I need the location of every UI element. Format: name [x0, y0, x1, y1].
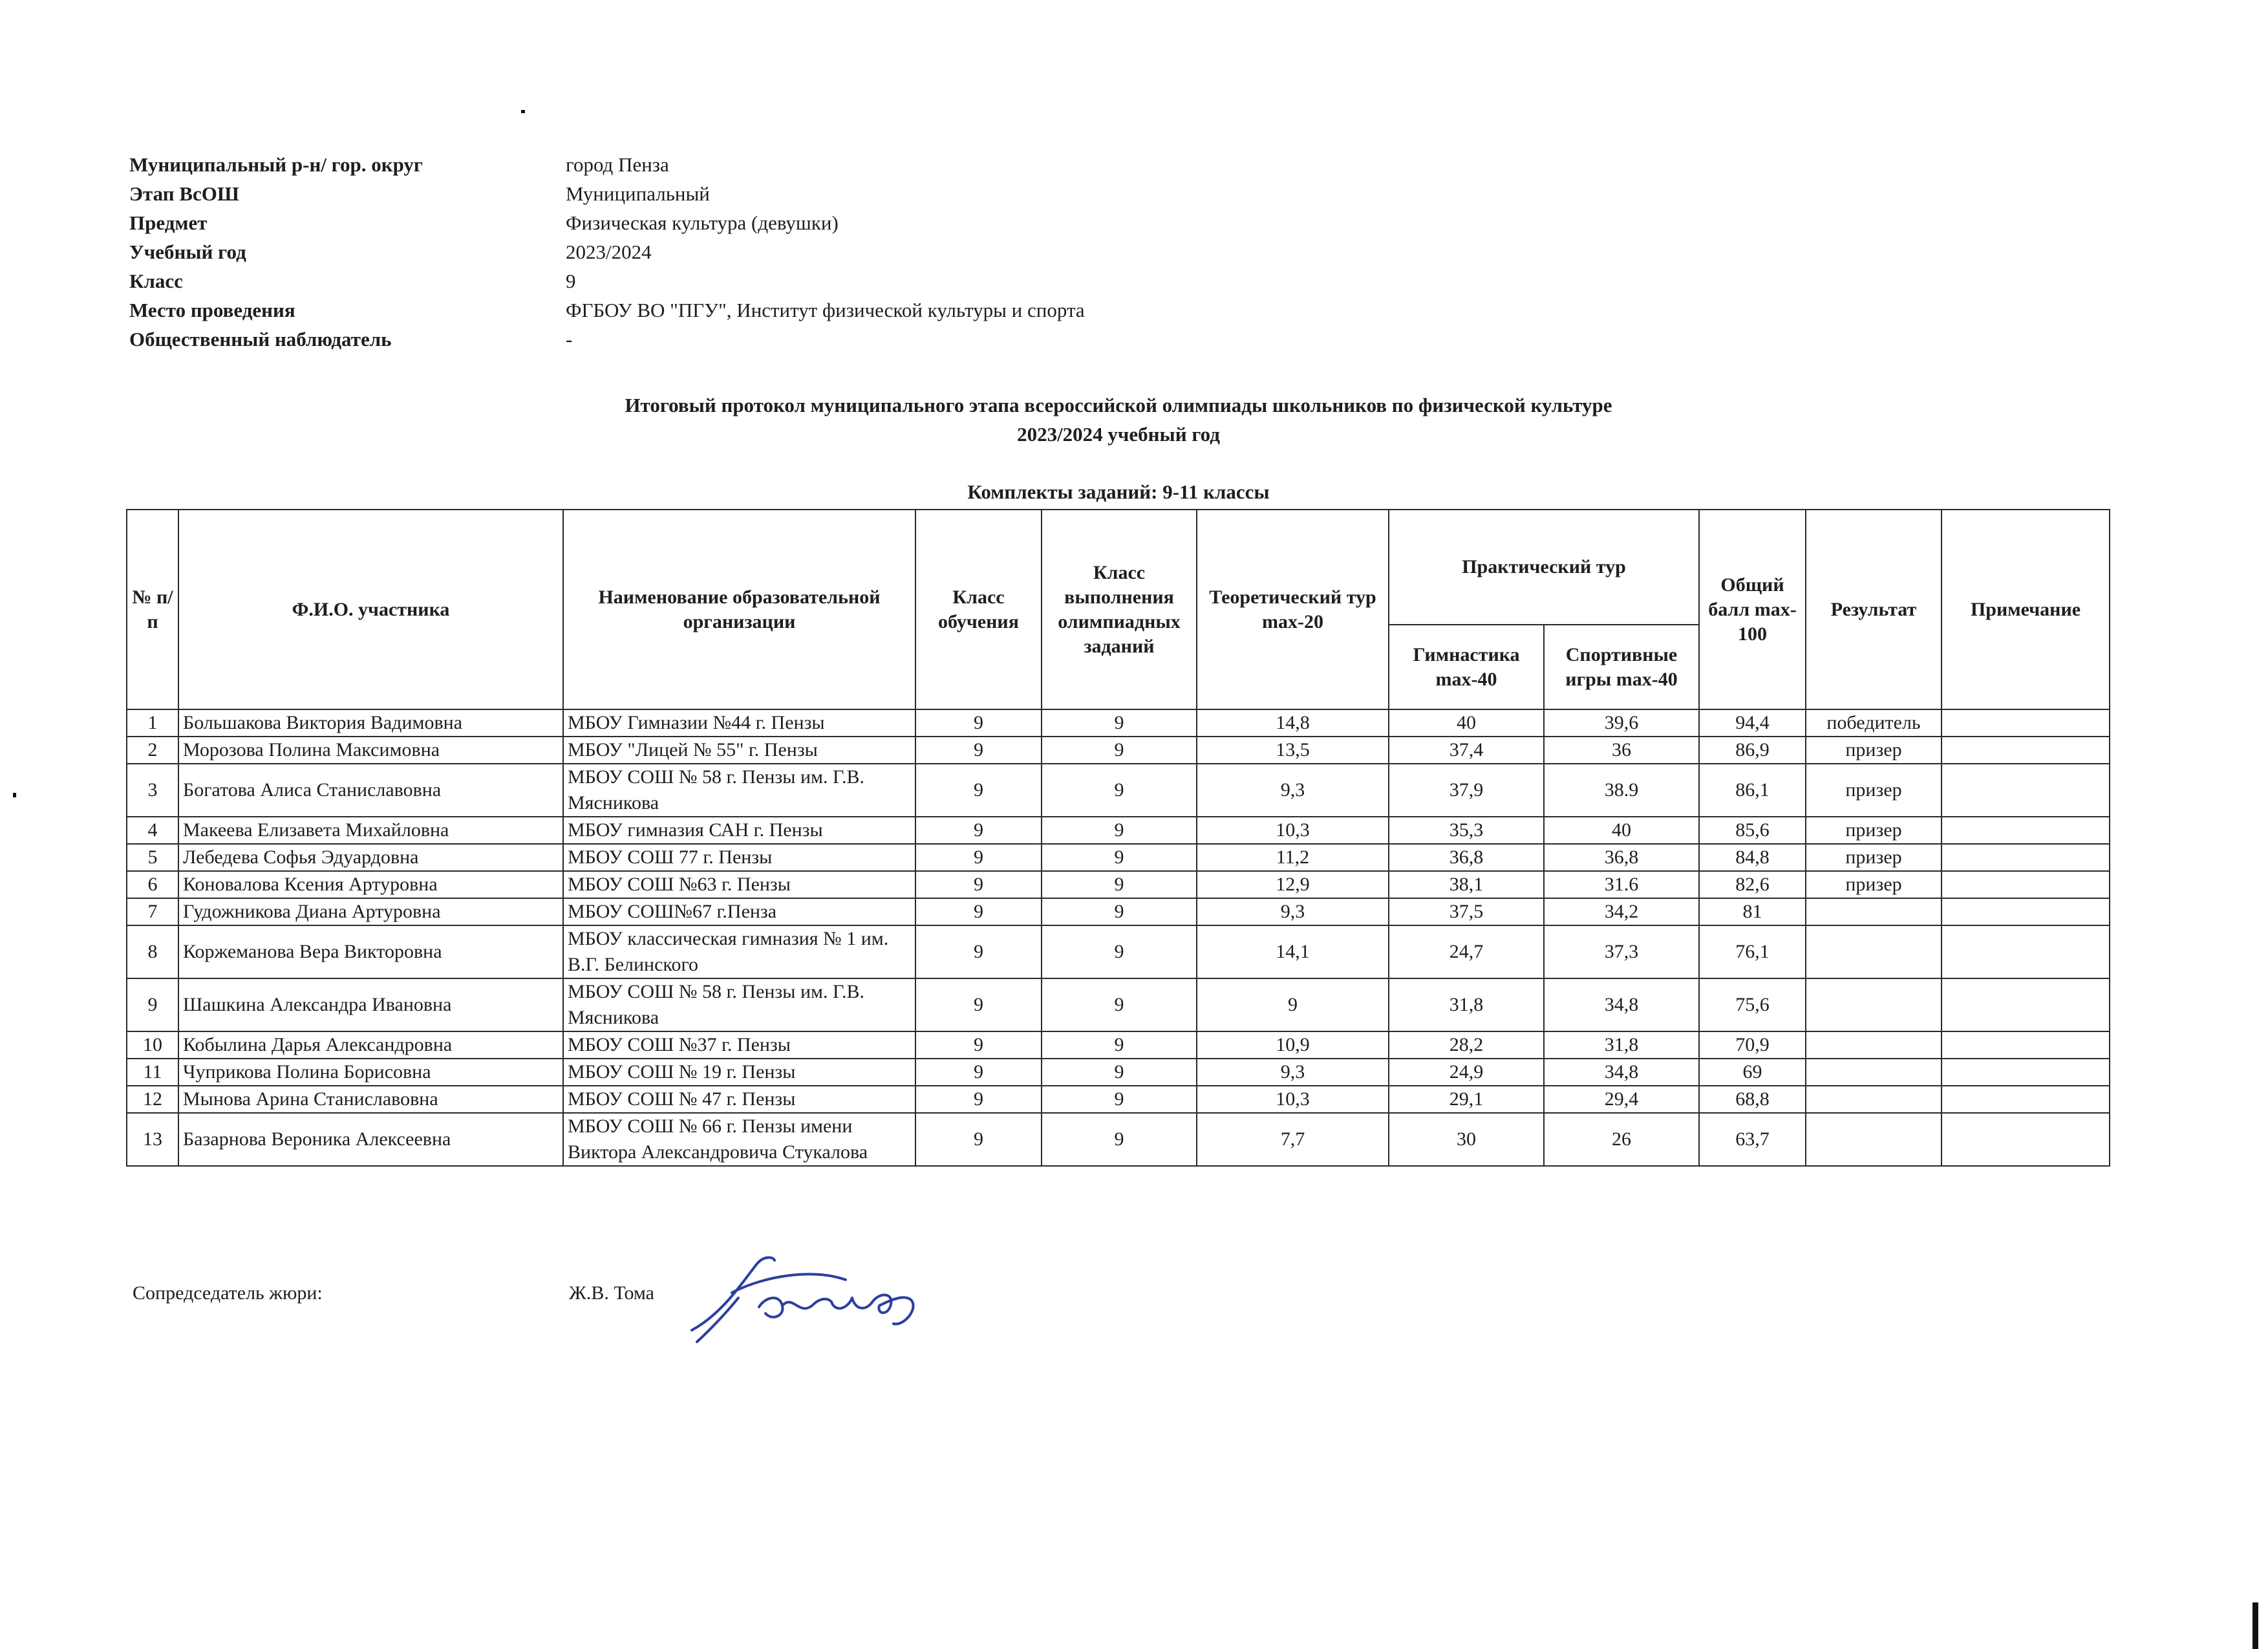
scan-speck: [13, 793, 16, 797]
header-name: Ф.И.О. участника: [178, 510, 563, 709]
cell-note: [1942, 737, 2110, 764]
cell-class-tasks: 9: [1042, 1086, 1197, 1113]
cell-name: Коновалова Ксения Артуровна: [178, 871, 563, 898]
cell-total: 76,1: [1699, 925, 1806, 978]
grade-label: Класс: [129, 270, 183, 292]
info-row-stage: [129, 179, 1085, 208]
cell-class-study: 9: [915, 1113, 1042, 1166]
cell-num: 12: [127, 1086, 178, 1113]
cell-sport-games: 38.9: [1544, 764, 1699, 817]
cell-num: 4: [127, 817, 178, 844]
cell-org: МБОУ СОШ № 58 г. Пензы им. Г.В. Мясникова: [563, 764, 915, 817]
cell-theory: 14,1: [1197, 925, 1389, 978]
cell-total: 94,4: [1699, 709, 1806, 737]
cell-class-tasks: 9: [1042, 898, 1197, 925]
cell-org: МБОУ Гимназии №44 г. Пензы: [563, 709, 915, 737]
cell-name: Макеева Елизавета Михайловна: [178, 817, 563, 844]
cell-sport-games: 37,3: [1544, 925, 1699, 978]
cell-total: 81: [1699, 898, 1806, 925]
cell-total: 70,9: [1699, 1031, 1806, 1059]
cell-class-tasks: 9: [1042, 817, 1197, 844]
cell-total: 82,6: [1699, 871, 1806, 898]
cell-sport-games: 34,8: [1544, 978, 1699, 1031]
cell-result: [1806, 1059, 1942, 1086]
cell-class-tasks: 9: [1042, 978, 1197, 1031]
cell-num: 13: [127, 1113, 178, 1166]
cell-class-study: 9: [915, 871, 1042, 898]
header-gymnastics: Гимнастика max-40: [1389, 625, 1544, 709]
cell-theory: 9,3: [1197, 1059, 1389, 1086]
info-row-subject: [129, 208, 1085, 237]
cell-name: Морозова Полина Максимовна: [178, 737, 563, 764]
cell-theory: 7,7: [1197, 1113, 1389, 1166]
school-year-value: 2023/2024: [566, 241, 652, 263]
district-value: город Пенза: [566, 153, 669, 176]
cell-sport-games: 34,2: [1544, 898, 1699, 925]
cell-gymnastics: 35,3: [1389, 817, 1544, 844]
header-class-tasks: Класс выполнения олимпиадных заданий: [1042, 510, 1197, 709]
header-org: Наименование образовательной организации: [563, 510, 915, 709]
cell-class-study: 9: [915, 844, 1042, 871]
cell-org: МБОУ классическая гимназия № 1 им. В.Г. Белинского: [563, 925, 915, 978]
cell-class-tasks: 9: [1042, 737, 1197, 764]
cell-result: победитель: [1806, 709, 1942, 737]
cell-sport-games: 40: [1544, 817, 1699, 844]
header-info-table: [129, 150, 1085, 354]
cell-num: 7: [127, 898, 178, 925]
cell-note: [1942, 709, 2110, 737]
cell-result: [1806, 1031, 1942, 1059]
cell-note: [1942, 898, 2110, 925]
cell-note: [1942, 978, 2110, 1031]
header-num: № п/п: [127, 510, 178, 709]
info-row-venue: [129, 296, 1085, 325]
cell-note: [1942, 1031, 2110, 1059]
cell-num: 6: [127, 871, 178, 898]
cell-org: МБОУ СОШ№67 г.Пенза: [563, 898, 915, 925]
header-theory: Теоретический тур max-20: [1197, 510, 1389, 709]
cell-result: [1806, 925, 1942, 978]
cell-theory: 9: [1197, 978, 1389, 1031]
cell-num: 8: [127, 925, 178, 978]
cell-total: 86,1: [1699, 764, 1806, 817]
table-row: [127, 844, 2110, 871]
header-class-study: Класс обучения: [915, 510, 1042, 709]
cell-class-tasks: 9: [1042, 709, 1197, 737]
cell-class-study: 9: [915, 709, 1042, 737]
cell-num: 9: [127, 978, 178, 1031]
cell-name: Лебедева Софья Эдуардовна: [178, 844, 563, 871]
school-year-label: Учебный год: [129, 241, 246, 263]
cell-class-study: 9: [915, 1086, 1042, 1113]
cell-name: Чуприкова Полина Борисовна: [178, 1059, 563, 1086]
cell-result: [1806, 898, 1942, 925]
cell-total: 84,8: [1699, 844, 1806, 871]
scan-edge-mark: [2252, 1602, 2258, 1649]
cell-note: [1942, 764, 2110, 817]
cell-name: Большакова Виктория Вадимовна: [178, 709, 563, 737]
cell-sport-games: 29,4: [1544, 1086, 1699, 1113]
cell-name: Коржеманова Вера Викторовна: [178, 925, 563, 978]
cell-org: МБОУ СОШ №63 г. Пензы: [563, 871, 915, 898]
cell-total: 68,8: [1699, 1086, 1806, 1113]
cell-num: 3: [127, 764, 178, 817]
table-row: [127, 1031, 2110, 1059]
cell-org: МБОУ гимназия САН г. Пензы: [563, 817, 915, 844]
cell-gymnastics: 24,9: [1389, 1059, 1544, 1086]
cell-class-tasks: 9: [1042, 844, 1197, 871]
cell-class-tasks: 9: [1042, 1031, 1197, 1059]
venue-label: Место проведения: [129, 299, 295, 321]
table-row: [127, 871, 2110, 898]
cell-total: 69: [1699, 1059, 1806, 1086]
district-label: Муниципальный р-н/ гор. округ: [129, 153, 423, 176]
table-row: [127, 1113, 2110, 1166]
cell-total: 75,6: [1699, 978, 1806, 1031]
info-row-observer: [129, 325, 1085, 354]
cell-note: [1942, 817, 2110, 844]
cell-org: МБОУ СОШ № 19 г. Пензы: [563, 1059, 915, 1086]
cell-class-study: 9: [915, 898, 1042, 925]
cell-sport-games: 26: [1544, 1113, 1699, 1166]
cell-gymnastics: 38,1: [1389, 871, 1544, 898]
cell-class-tasks: 9: [1042, 925, 1197, 978]
cell-theory: 12,9: [1197, 871, 1389, 898]
cell-class-study: 9: [915, 978, 1042, 1031]
cell-gymnastics: 40: [1389, 709, 1544, 737]
cell-num: 10: [127, 1031, 178, 1059]
cell-gymnastics: 29,1: [1389, 1086, 1544, 1113]
cell-sport-games: 36,8: [1544, 844, 1699, 871]
cell-theory: 10,3: [1197, 1086, 1389, 1113]
cell-class-tasks: 9: [1042, 1059, 1197, 1086]
cell-class-study: 9: [915, 764, 1042, 817]
cell-name: Шашкина Александра Ивановна: [178, 978, 563, 1031]
table-row: [127, 817, 2110, 844]
cell-note: [1942, 844, 2110, 871]
cell-result: призер: [1806, 737, 1942, 764]
cell-gymnastics: 24,7: [1389, 925, 1544, 978]
jury-role-label: Сопредседатель жюри:: [133, 1282, 323, 1304]
cell-note: [1942, 1059, 2110, 1086]
stage-value: Муниципальный: [566, 182, 710, 205]
cell-total: 86,9: [1699, 737, 1806, 764]
cell-gymnastics: 30: [1389, 1113, 1544, 1166]
cell-theory: 13,5: [1197, 737, 1389, 764]
jury-person-name: Ж.В. Тома: [569, 1282, 654, 1304]
subject-value: Физическая культура (девушки): [566, 211, 839, 234]
cell-result: призер: [1806, 844, 1942, 871]
scan-speck: [521, 110, 525, 113]
cell-name: Кобылина Дарья Александровна: [178, 1031, 563, 1059]
cell-result: призер: [1806, 817, 1942, 844]
cell-theory: 11,2: [1197, 844, 1389, 871]
cell-gymnastics: 31,8: [1389, 978, 1544, 1031]
cell-result: призер: [1806, 764, 1942, 817]
handwritten-signature: [685, 1251, 989, 1355]
cell-sport-games: 39,6: [1544, 709, 1699, 737]
header-practical: Практический тур: [1389, 510, 1699, 625]
cell-total: 63,7: [1699, 1113, 1806, 1166]
cell-class-study: 9: [915, 1031, 1042, 1059]
cell-sport-games: 31,8: [1544, 1031, 1699, 1059]
cell-class-study: 9: [915, 1059, 1042, 1086]
observer-value: -: [566, 328, 573, 350]
cell-org: МБОУ СОШ 77 г. Пензы: [563, 844, 915, 871]
cell-theory: 14,8: [1197, 709, 1389, 737]
cell-org: МБОУ СОШ № 58 г. Пензы им. Г.В. Мясникова: [563, 978, 915, 1031]
cell-note: [1942, 1113, 2110, 1166]
cell-class-tasks: 9: [1042, 1113, 1197, 1166]
stage-label: Этап ВсОШ: [129, 182, 239, 205]
cell-result: [1806, 1086, 1942, 1113]
table-row: [127, 1059, 2110, 1086]
cell-class-study: 9: [915, 925, 1042, 978]
cell-gymnastics: 37,4: [1389, 737, 1544, 764]
header-note: Примечание: [1942, 510, 2110, 709]
protocol-title: [0, 391, 2237, 449]
cell-class-tasks: 9: [1042, 764, 1197, 817]
info-row-school-year: [129, 237, 1085, 266]
cell-theory: 9,3: [1197, 898, 1389, 925]
cell-theory: 10,3: [1197, 817, 1389, 844]
table-row: [127, 898, 2110, 925]
info-row-district: [129, 150, 1085, 179]
header-total: Общий балл max-100: [1699, 510, 1806, 709]
info-row-grade: [129, 266, 1085, 296]
cell-num: 5: [127, 844, 178, 871]
table-row: [127, 737, 2110, 764]
cell-sport-games: 31.6: [1544, 871, 1699, 898]
header-sport-games: Спортивные игры max-40: [1544, 625, 1699, 709]
cell-org: МБОУ СОШ № 66 г. Пензы имени Виктора Александровича Стукалова: [563, 1113, 915, 1166]
cell-result: [1806, 1113, 1942, 1166]
venue-value: ФГБОУ ВО "ПГУ", Институт физической культуры и спорта: [566, 299, 1085, 321]
signature-strokes: [692, 1258, 914, 1342]
cell-class-study: 9: [915, 737, 1042, 764]
cell-note: [1942, 1086, 2110, 1113]
cell-gymnastics: 36,8: [1389, 844, 1544, 871]
table-row: [127, 764, 2110, 817]
grade-value: 9: [566, 270, 576, 292]
results-table: [126, 509, 2110, 1167]
cell-name: Гудожникова Диана Артуровна: [178, 898, 563, 925]
cell-sport-games: 36: [1544, 737, 1699, 764]
cell-gymnastics: 37,5: [1389, 898, 1544, 925]
subject-label: Предмет: [129, 211, 208, 234]
cell-name: Базарнова Вероника Алексеевна: [178, 1113, 563, 1166]
cell-name: Мынова Арина Станиславовна: [178, 1086, 563, 1113]
cell-result: призер: [1806, 871, 1942, 898]
cell-org: МБОУ "Лицей № 55" г. Пензы: [563, 737, 915, 764]
cell-class-tasks: 9: [1042, 871, 1197, 898]
cell-num: 11: [127, 1059, 178, 1086]
cell-num: 1: [127, 709, 178, 737]
cell-gymnastics: 28,2: [1389, 1031, 1544, 1059]
table-row: [127, 709, 2110, 737]
cell-note: [1942, 871, 2110, 898]
cell-gymnastics: 37,9: [1389, 764, 1544, 817]
table-row: [127, 925, 2110, 978]
cell-num: 2: [127, 737, 178, 764]
cell-note: [1942, 925, 2110, 978]
cell-theory: 9,3: [1197, 764, 1389, 817]
cell-name: Богатова Алиса Станиславовна: [178, 764, 563, 817]
table-row: [127, 978, 2110, 1031]
cell-org: МБОУ СОШ №37 г. Пензы: [563, 1031, 915, 1059]
cell-total: 85,6: [1699, 817, 1806, 844]
observer-label: Общественный наблюдатель: [129, 328, 392, 350]
cell-theory: 10,9: [1197, 1031, 1389, 1059]
cell-class-study: 9: [915, 817, 1042, 844]
task-sets-subtitle: Комплекты заданий: 9-11 классы: [967, 480, 1270, 503]
protocol-title-line-2: 2023/2024 учебный год: [1017, 423, 1220, 446]
header-result: Результат: [1806, 510, 1942, 709]
protocol-title-line-1: Итоговый протокол муниципального этапа всероссийской олимпиады школьников по физической культуре: [625, 394, 1612, 416]
cell-sport-games: 34,8: [1544, 1059, 1699, 1086]
table-row: [127, 1086, 2110, 1113]
cell-result: [1806, 978, 1942, 1031]
cell-org: МБОУ СОШ № 47 г. Пензы: [563, 1086, 915, 1113]
